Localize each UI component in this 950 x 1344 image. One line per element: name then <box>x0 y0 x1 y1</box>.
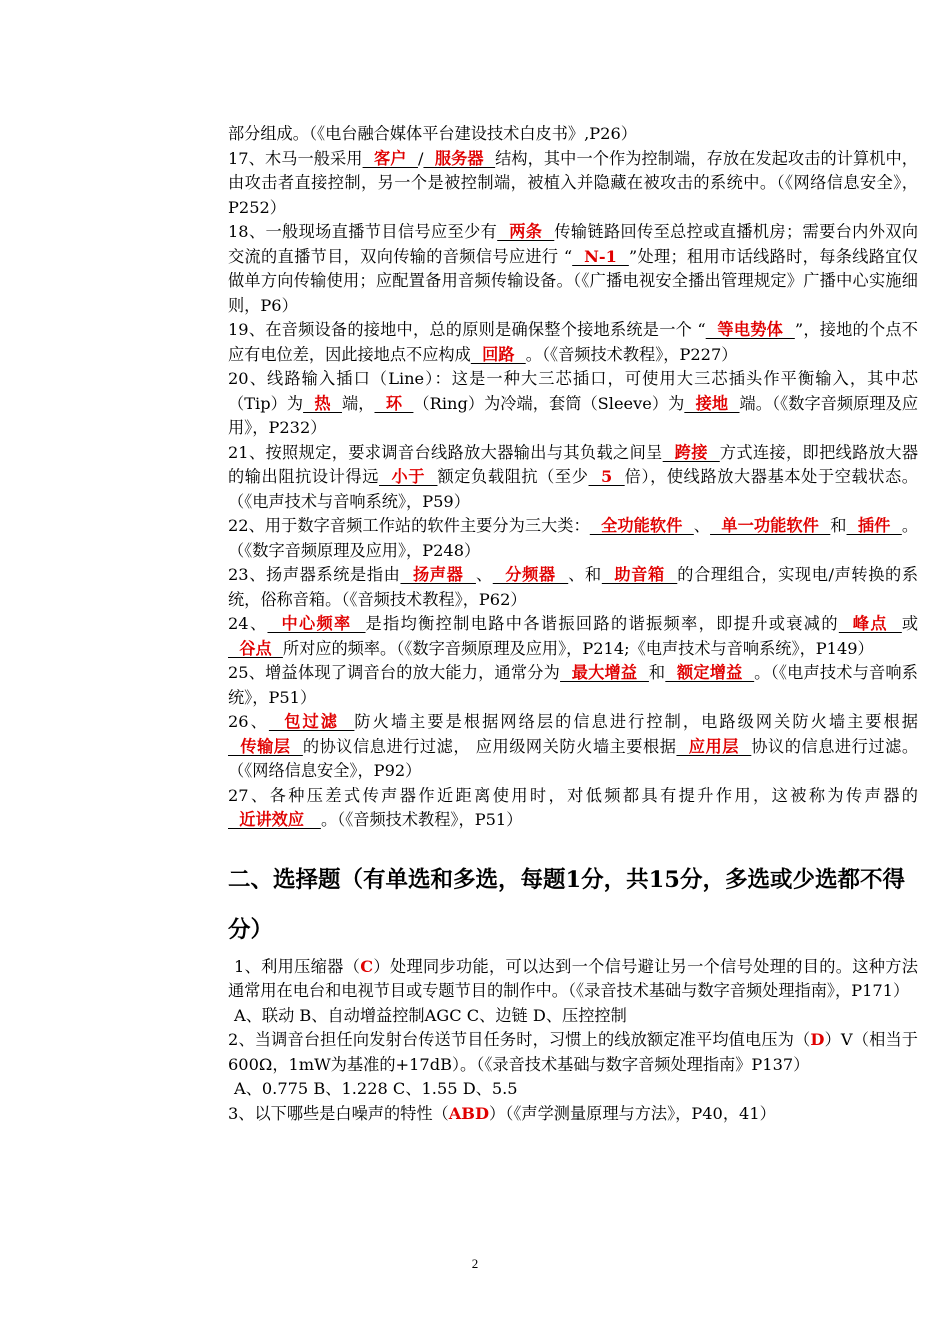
fill-item <box>228 441 918 515</box>
question-text: ）处理同步功能，可以达到一个信号避让另一个信号处理的目的。这种方法通常用在电台和电视节目或专题节目的制作中。（《录音技术基础与数字音频处理指南》，P171） <box>228 956 918 1000</box>
question-text: / <box>417 148 424 168</box>
answer-blank: 应用层 <box>676 736 752 756</box>
fill-item <box>228 122 918 147</box>
answer-blank: 接地 <box>684 393 740 413</box>
question-text: 防火墙主要是根据网络层的信息进行控制，电路级网关防火墙主要根据 <box>354 712 918 731</box>
answer-blank: 跨接 <box>662 442 720 462</box>
answer-blank: 全功能软件 <box>589 516 694 535</box>
question-text: 19、在音频设备的接地中，总的原则是确保整个接地系统是一个 “ <box>228 320 706 339</box>
answer-blank: 传输层 <box>228 736 303 756</box>
question-text: 21、按照规定，要求调音台线路放大器输出与其负载之间呈 <box>228 442 663 462</box>
answer-text: C <box>360 956 374 976</box>
question-text: 倍），使线路放大器基本处于空载状态。（《电声技术与音响系统》，P59） <box>228 467 918 511</box>
answer-blank: 插件 <box>846 516 902 535</box>
question-text: 2、当调音台担任向发射台传送节目任务时，习惯上的线放额定准平均值电压为（ <box>228 1030 811 1049</box>
question-text: 部分组成。（《电台融合媒体平台建设技术白皮书》,P26） <box>228 124 637 143</box>
fill-item <box>228 710 918 784</box>
question-text: 协议的信息进行过滤。（《网络信息安全》，P92） <box>228 736 919 780</box>
question-text: 的合理组合，实现电/声转换的系统，俗称音箱。（《音频技术教程》，P62） <box>228 565 919 609</box>
answer-blank: 等电势体 <box>705 320 795 339</box>
question-text: 所对应的频率。（《数字音频原理及应用》，P214;《电声技术与音响系统》，P149） <box>282 638 874 658</box>
fill-item <box>228 367 918 441</box>
mc-options-1: A、联动 B、自动增益控制AGC C、边链 D、压控控制 <box>234 1005 627 1025</box>
question-text: 3、以下哪些是白噪声的特性（ <box>228 1103 449 1123</box>
answer-blank: 最大增益 <box>560 663 649 682</box>
answer-blank: 回路 <box>470 344 526 364</box>
question-text: 是指均衡控制电路中各谐振回路的谐振频率，即提升或衰减的 <box>365 614 839 633</box>
fill-item <box>228 220 918 318</box>
question-text: 1、利用压缩器（ <box>234 956 361 976</box>
fill-in-blank-list <box>228 122 918 833</box>
fill-item <box>228 318 918 367</box>
section-heading: 二、选择题（有单选和多选，每题1分，共15分，多选或少选都不得分） <box>228 866 905 943</box>
answer-blank: 包过滤 <box>268 712 355 731</box>
question-text: ”处理；租用市话线路时，每条线路宜仅做单方向传输使用；应配置备用音频传输设备。（《广播电视安全播出管理规定》广播中心实施细则，P6） <box>228 246 919 315</box>
question-text: 。（《音频技术教程》，P227） <box>525 344 738 364</box>
answer-blank: 服务器 <box>423 148 496 168</box>
mc-question-1 <box>228 955 918 1004</box>
document-body <box>228 122 918 1126</box>
answer-blank: 客户 <box>362 148 418 168</box>
question-text: 23、扬声器系统是指由 <box>228 565 401 584</box>
question-text: 额定负载阻抗（至少 <box>437 467 589 486</box>
question-text: 、 <box>475 565 493 584</box>
question-text: 端。（《数字音频原理及应用》，P232） <box>228 393 919 437</box>
fill-item <box>228 784 918 833</box>
answer-blank: 单一功能软件 <box>710 516 831 535</box>
question-text: ）（《声学测量原理与方法》，P40，41） <box>489 1103 776 1123</box>
question-text: 17、木马一般采用 <box>228 148 363 168</box>
page-number: 2 <box>471 1256 479 1271</box>
question-text: 端， <box>342 393 375 413</box>
question-text: 18、一般现场直播节目信号应至少有 <box>228 222 498 241</box>
answer-blank: 两条 <box>497 222 555 241</box>
question-text: （Ring）为冷端，套筒（Sleeve）为 <box>413 393 685 413</box>
question-text: ）V（相当于600Ω，1mW为基准的+17dB）。（《录音技术基础与数字音频处理指南》P137） <box>228 1030 918 1074</box>
answer-text: D <box>810 1030 825 1049</box>
answer-blank: 近讲效应 <box>228 810 321 829</box>
question-text: 结构，其中一个作为控制端，存放在发起攻击的计算机中，由攻击者直接控制，另一个是被控制端，被植入并隐藏在被攻击的系统中。（《网络信息安全》，P252） <box>228 148 918 217</box>
answer-blank: 峰点 <box>838 614 902 633</box>
question-text: 传输链路回传至总控或直播机房；需要台内外双向交流的直播节目，双向传输的音频信号应进行 “ <box>228 222 919 266</box>
question-text: 、和 <box>568 565 602 584</box>
answer-blank: 扬声器 <box>400 565 476 584</box>
answer-blank: 环 <box>374 393 414 413</box>
question-text: 20、线路输入插口（Line）：这是一种大三芯插口，可使用大三芯插头作平衡输入，其中芯（Tip）为 <box>228 369 918 413</box>
question-text: 或 <box>901 614 919 633</box>
question-text: 。（《电声技术与音响系统》，P51） <box>228 663 918 707</box>
fill-item <box>228 661 918 710</box>
question-text: 。（《数字音频原理及应用》，P248） <box>228 516 918 560</box>
question-text: 27、各种压差式传声器作近距离使用时，对低频都具有提升作用，这被称为传声器的 <box>228 785 918 805</box>
mc-question-3 <box>228 1102 918 1127</box>
answer-text: ABD <box>448 1103 490 1123</box>
answer-blank: 小于 <box>379 467 438 486</box>
question-text: 26、 <box>228 712 269 731</box>
answer-blank: N-1 <box>572 246 629 266</box>
fill-item <box>228 514 918 563</box>
question-text: 22、用于数字音频工作站的软件主要分为三大类： <box>228 516 590 535</box>
answer-blank: 热 <box>303 393 343 413</box>
fill-item <box>228 612 918 661</box>
question-text: 25、增益体现了调音台的放大能力，通常分为 <box>228 663 561 682</box>
answer-blank: 中心频率 <box>267 614 366 633</box>
answer-blank: 分频器 <box>492 565 569 584</box>
question-text: 、 <box>693 516 711 535</box>
mc-options-2: A、0.775 B、1.228 C、1.55 D、5.5 <box>234 1079 518 1098</box>
question-text: ”，接地的个点不应有电位差，因此接地点不应构成 <box>228 320 918 364</box>
fill-item <box>228 147 918 221</box>
question-text: 方式连接，即把线路放大器的输出阻抗设计得远 <box>228 442 919 486</box>
fill-item <box>228 563 918 612</box>
answer-blank: 谷点 <box>228 638 283 658</box>
answer-blank: 助音箱 <box>601 565 678 584</box>
mc-question-2 <box>228 1028 918 1077</box>
question-text: 和 <box>648 663 666 682</box>
answer-blank: 5 <box>588 467 625 486</box>
question-text: 。（《音频技术教程》，P51） <box>320 810 523 829</box>
question-text: 24、 <box>228 614 268 633</box>
question-text: 和 <box>830 516 847 535</box>
answer-blank: 额定增益 <box>665 663 755 682</box>
question-text: 的协议信息进行过滤， 应用级网关防火墙主要根据 <box>302 736 677 756</box>
